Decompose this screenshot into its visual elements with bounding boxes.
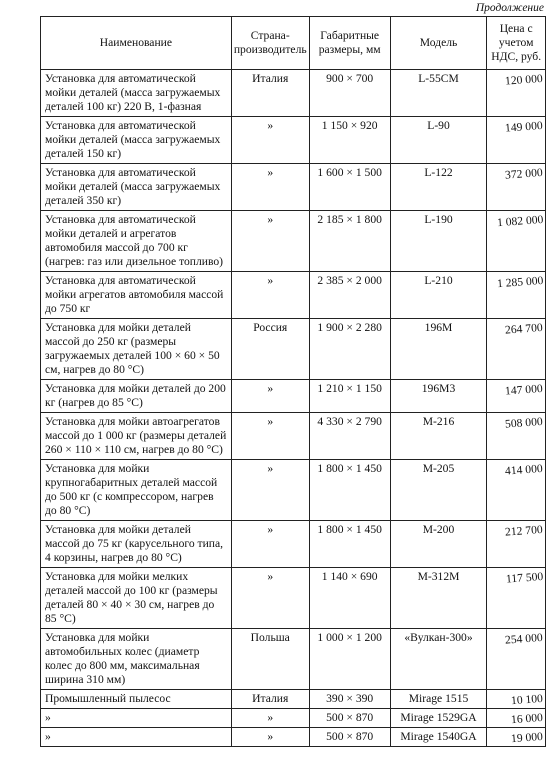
table-row xyxy=(41,272,546,319)
cell-dims: 500 × 870 xyxy=(309,709,390,728)
cell-country: » xyxy=(231,460,309,521)
cell-name: Установка для автоматической мойки деталей (масса загружаемых деталей 100 кг) 220 В, 1-фазная xyxy=(41,70,232,117)
cell-price xyxy=(487,380,546,413)
cell-dims: 4 330 × 2 790 xyxy=(309,413,390,460)
cell-price xyxy=(487,117,546,164)
price-value: 149 000 xyxy=(504,119,544,135)
table-row xyxy=(41,690,546,709)
price-value: 19 000 xyxy=(510,730,544,746)
cell-price xyxy=(487,413,546,460)
cell-price xyxy=(487,211,546,272)
cell-name: Установка для мойки мелких деталей массой до 100 кг (размеры деталей 80 × 40 × 30 см, нагрев до 85 °С) xyxy=(41,568,232,629)
cell-price xyxy=(487,319,546,380)
cell-model: Mirage 1529GA xyxy=(390,709,487,728)
cell-dims: 1 600 × 1 500 xyxy=(309,164,390,211)
table-row xyxy=(41,521,546,568)
cell-price xyxy=(487,728,546,747)
cell-price xyxy=(487,521,546,568)
table-row xyxy=(41,117,546,164)
cell-model: 196M xyxy=(390,319,487,380)
cell-country: Италия xyxy=(231,690,309,709)
cell-dims: 1 000 × 1 200 xyxy=(309,629,390,690)
cell-price xyxy=(487,164,546,211)
cell-country: Россия xyxy=(231,319,309,380)
cell-country: » xyxy=(231,117,309,164)
cell-name: Установка для автоматической мойки агрегатов автомобиля массой до 750 кг xyxy=(41,272,232,319)
price-table xyxy=(40,16,546,747)
price-value: 414 000 xyxy=(504,462,544,478)
table-row xyxy=(41,709,546,728)
cell-country: Польша xyxy=(231,629,309,690)
header-row xyxy=(41,17,546,70)
table-row xyxy=(41,319,546,380)
cell-model: Mirage 1540GA xyxy=(390,728,487,747)
price-value: 16 000 xyxy=(510,711,544,727)
cell-price xyxy=(487,629,546,690)
cell-name: Установка для автоматической мойки деталей (масса загружаемых деталей 350 кг) xyxy=(41,164,232,211)
cell-country: » xyxy=(231,211,309,272)
cell-name: Промышленный пылесос xyxy=(41,690,232,709)
cell-model: М-205 xyxy=(390,460,487,521)
cell-dims: 1 800 × 1 450 xyxy=(309,521,390,568)
cell-country: » xyxy=(231,709,309,728)
cell-country: Италия xyxy=(231,70,309,117)
price-value: 264 700 xyxy=(504,321,544,337)
cell-price xyxy=(487,690,546,709)
cell-model: L-55CM xyxy=(390,70,487,117)
table-row xyxy=(41,70,546,117)
cell-dims: 1 210 × 1 150 xyxy=(309,380,390,413)
cell-model: М-200 xyxy=(390,521,487,568)
price-value: 212 700 xyxy=(504,523,544,539)
cell-name: » xyxy=(41,709,232,728)
cell-price xyxy=(487,272,546,319)
table-row xyxy=(41,211,546,272)
header-name: Наименование xyxy=(41,17,232,70)
price-value: 1 285 000 xyxy=(496,274,544,291)
table-row xyxy=(41,568,546,629)
price-value: 117 500 xyxy=(505,570,544,586)
cell-dims: 2 185 × 1 800 xyxy=(309,211,390,272)
cell-dims: 1 900 × 2 280 xyxy=(309,319,390,380)
cell-dims: 2 385 × 2 000 xyxy=(309,272,390,319)
table-row xyxy=(41,413,546,460)
cell-country: » xyxy=(231,728,309,747)
price-value: 10 100 xyxy=(510,692,544,708)
price-value: 508 000 xyxy=(504,415,544,431)
cell-dims: 900 × 700 xyxy=(309,70,390,117)
price-value: 372 000 xyxy=(504,166,544,182)
header-country: Страна-производитель xyxy=(231,17,309,70)
cell-model: L-90 xyxy=(390,117,487,164)
cell-model: «Вулкан-300» xyxy=(390,629,487,690)
cell-dims: 500 × 870 xyxy=(309,728,390,747)
cell-country: » xyxy=(231,521,309,568)
table-row xyxy=(41,460,546,521)
cell-name: Установка для мойки автомобильных колес (диаметр колес до 800 мм, максимальная ширина 310 мм) xyxy=(41,629,232,690)
table-row xyxy=(41,380,546,413)
cell-name: Установка для мойки деталей до 200 кг (нагрев до 85 °С) xyxy=(41,380,232,413)
price-value: 1 082 000 xyxy=(496,213,544,230)
cell-model: 196M3 xyxy=(390,380,487,413)
table-row xyxy=(41,629,546,690)
cell-model: L-210 xyxy=(390,272,487,319)
cell-model: L-190 xyxy=(390,211,487,272)
cell-dims: 1 140 × 690 xyxy=(309,568,390,629)
price-value: 120 000 xyxy=(504,72,544,88)
cell-country: » xyxy=(231,380,309,413)
cell-name: Установка для мойки крупногабаритных деталей массой до 500 кг (с компрессором, нагрев до 80 °С) xyxy=(41,460,232,521)
cell-name: Установка для автоматической мойки деталей и агрегатов автомобиля массой до 700 кг (нагрев: газ или дизельное топливо) xyxy=(41,211,232,272)
cell-price xyxy=(487,709,546,728)
cell-price xyxy=(487,568,546,629)
table-row xyxy=(41,164,546,211)
header-model: Модель xyxy=(390,17,487,70)
header-dims: Габаритные размеры, мм xyxy=(309,17,390,70)
cell-name: Установка для мойки деталей массой до 75 кг (карусельного типа, 4 корзины, нагрев до 80 °С) xyxy=(41,521,232,568)
cell-country: » xyxy=(231,272,309,319)
cell-name: Установка для автоматической мойки деталей (масса загружаемых деталей 150 кг) xyxy=(41,117,232,164)
cell-model: Mirage 1515 xyxy=(390,690,487,709)
table-row xyxy=(41,728,546,747)
cell-name: Установка для мойки деталей массой до 250 кг (размеры загружаемых деталей 100 × 60 × 50 см, нагрев до 80 °С) xyxy=(41,319,232,380)
table-body xyxy=(41,70,546,747)
cell-dims: 1 800 × 1 450 xyxy=(309,460,390,521)
cell-country: » xyxy=(231,164,309,211)
cell-price xyxy=(487,70,546,117)
price-value: 147 000 xyxy=(504,382,544,398)
price-value: 254 000 xyxy=(504,631,544,647)
cell-country: » xyxy=(231,568,309,629)
cell-dims: 390 × 390 xyxy=(309,690,390,709)
cell-price xyxy=(487,460,546,521)
cell-model: М-216 xyxy=(390,413,487,460)
cell-dims: 1 150 × 920 xyxy=(309,117,390,164)
cell-model: L-122 xyxy=(390,164,487,211)
continuation-label: Продолжение xyxy=(475,2,544,14)
header-price: Цена с учетом НДС, руб. xyxy=(487,17,546,70)
cell-country: » xyxy=(231,413,309,460)
cell-model: М-312М xyxy=(390,568,487,629)
cell-name: » xyxy=(41,728,232,747)
cell-name: Установка для мойки автоагрегатов массой до 1 000 кг (размеры деталей 260 × 110 × 110 см, нагрев до 80 °С) xyxy=(41,413,232,460)
